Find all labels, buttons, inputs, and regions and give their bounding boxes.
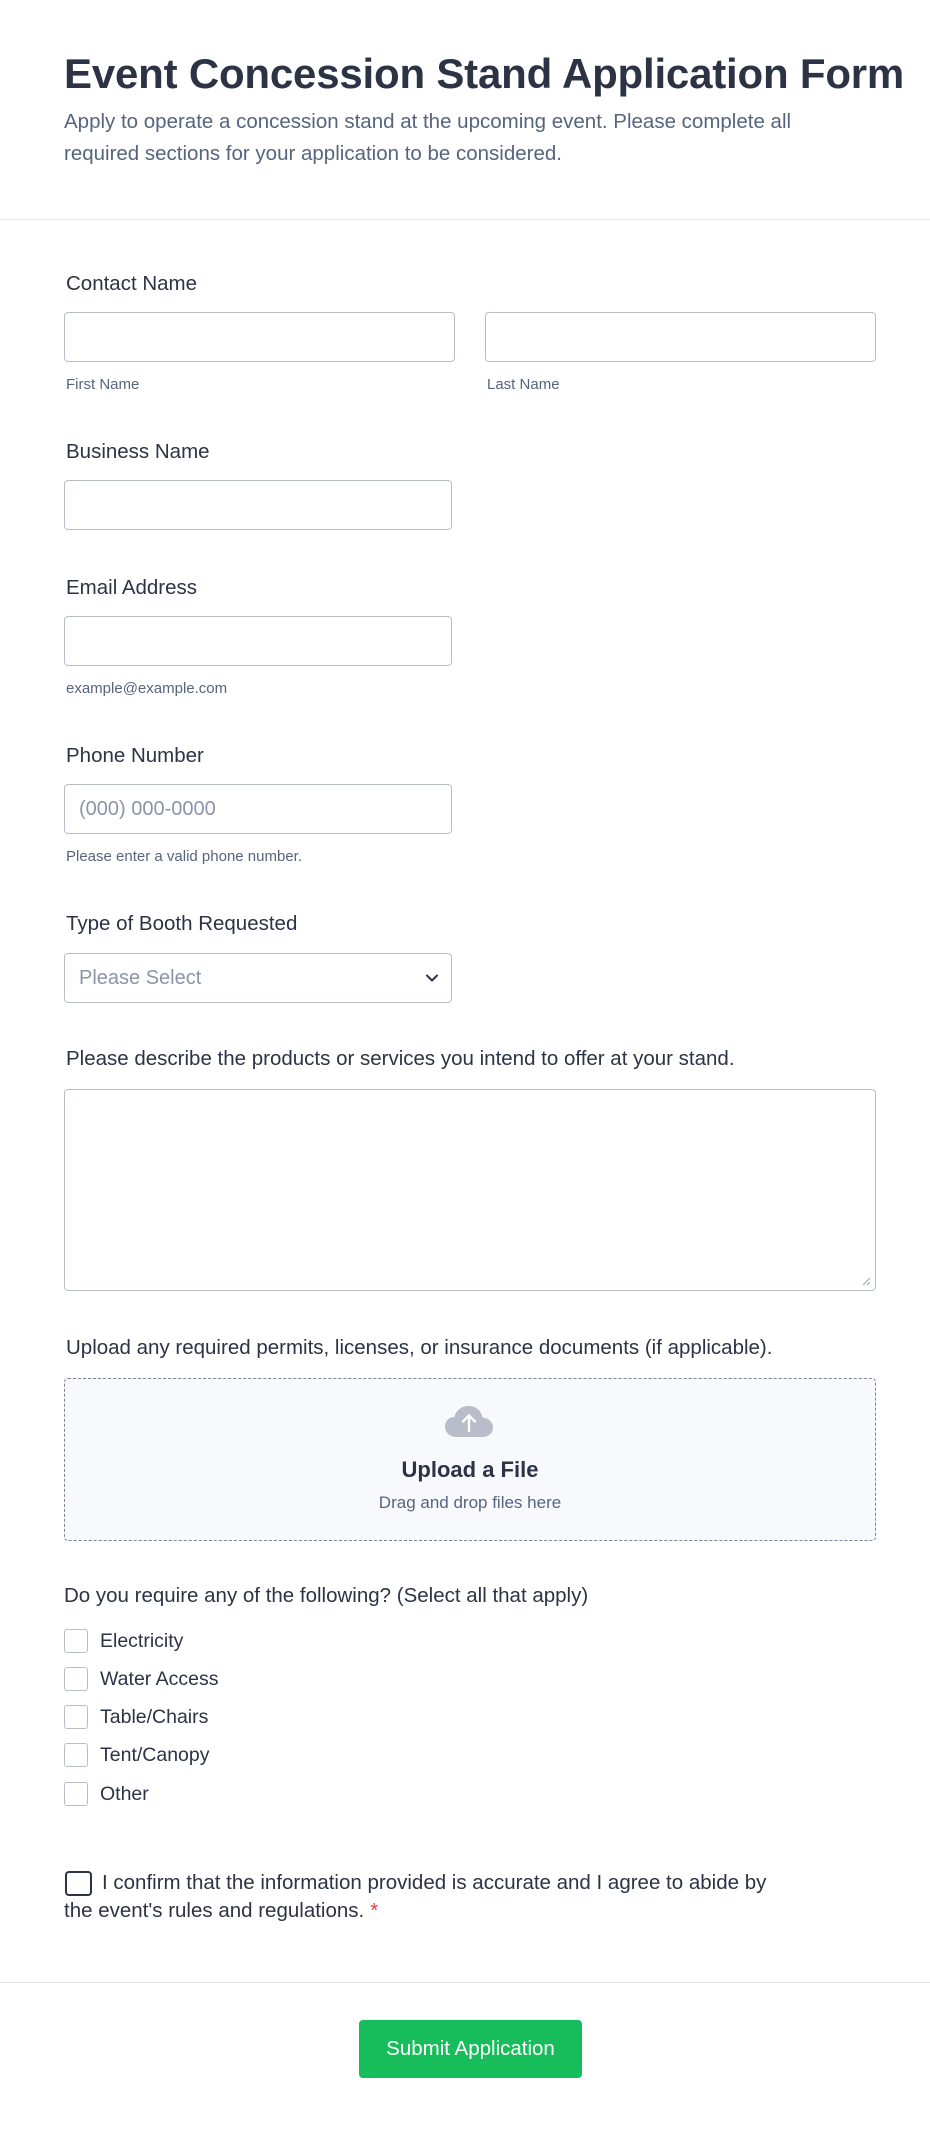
first-name-input[interactable] (64, 312, 455, 362)
phone-label: Phone Number (66, 744, 204, 767)
checkbox-option-other[interactable] (64, 1781, 149, 1807)
form-subtitle: Apply to operate a concession stand at the upcoming event. Please complete all required sections for your application to be considered. (64, 110, 792, 165)
checkbox-option-water-access[interactable] (64, 1666, 218, 1692)
checkbox[interactable] (64, 1667, 88, 1691)
business-name-label: Business Name (66, 440, 210, 463)
cloud-upload-icon (444, 1405, 494, 1439)
booth-type-label: Type of Booth Requested (66, 912, 298, 935)
products-textarea[interactable] (64, 1089, 876, 1291)
phone-input[interactable] (64, 784, 452, 834)
email-input[interactable] (64, 616, 452, 666)
last-name-input[interactable] (485, 312, 876, 362)
header-divider (0, 219, 930, 220)
checkbox-option-tent-canopy[interactable] (64, 1742, 210, 1768)
confirm-text-block (64, 1869, 784, 1925)
business-name-input[interactable] (64, 480, 452, 530)
booth-type-select[interactable] (64, 953, 452, 1003)
footer-divider (0, 1982, 930, 1983)
checkbox-label: Tent/Canopy (100, 1743, 210, 1766)
email-label: Email Address (66, 576, 198, 599)
checkbox-label: Electricity (100, 1629, 184, 1652)
chevron-down-icon (425, 971, 439, 985)
requirements-label: Do you require any of the following? (Select all that apply) (64, 1584, 589, 1607)
required-mark: * (370, 1899, 379, 1922)
checkbox-label: Other (100, 1782, 149, 1805)
checkbox-label: Table/Chairs (100, 1705, 209, 1728)
phone-sublabel: Please enter a valid phone number. (66, 848, 302, 865)
confirm-text: I confirm that the information provided is accurate and I agree to abide by the event's rules and regulations. (64, 1871, 767, 1922)
email-sublabel: example@example.com (66, 680, 228, 697)
last-name-sublabel: Last Name (487, 376, 560, 393)
submit-button[interactable]: Submit Application (359, 2020, 582, 2078)
checkbox[interactable] (64, 1705, 88, 1729)
upload-subtitle: Drag and drop files here (378, 1493, 562, 1512)
checkbox-option-electricity[interactable] (64, 1628, 183, 1654)
checkbox-label: Water Access (100, 1667, 219, 1690)
checkbox[interactable] (64, 1782, 88, 1806)
form-title: Event Concession Stand Application Form (64, 50, 905, 97)
contact-name-label: Contact Name (66, 272, 198, 295)
booth-type-selected: Please Select (79, 967, 202, 989)
file-upload-dropzone[interactable] (64, 1378, 876, 1541)
checkbox[interactable] (64, 1629, 88, 1653)
first-name-sublabel: First Name (66, 376, 140, 393)
checkbox-option-table-chairs[interactable] (64, 1704, 208, 1730)
upload-title: Upload a File (401, 1457, 539, 1482)
upload-label: Upload any required permits, licenses, or insurance documents (if applicable). (66, 1336, 773, 1359)
phone-placeholder: (000) 000-0000 (79, 798, 216, 820)
resize-grip-icon[interactable] (861, 1276, 871, 1286)
products-label: Please describe the products or services you intend to offer at your stand. (66, 1047, 735, 1070)
checkbox[interactable] (64, 1743, 88, 1767)
